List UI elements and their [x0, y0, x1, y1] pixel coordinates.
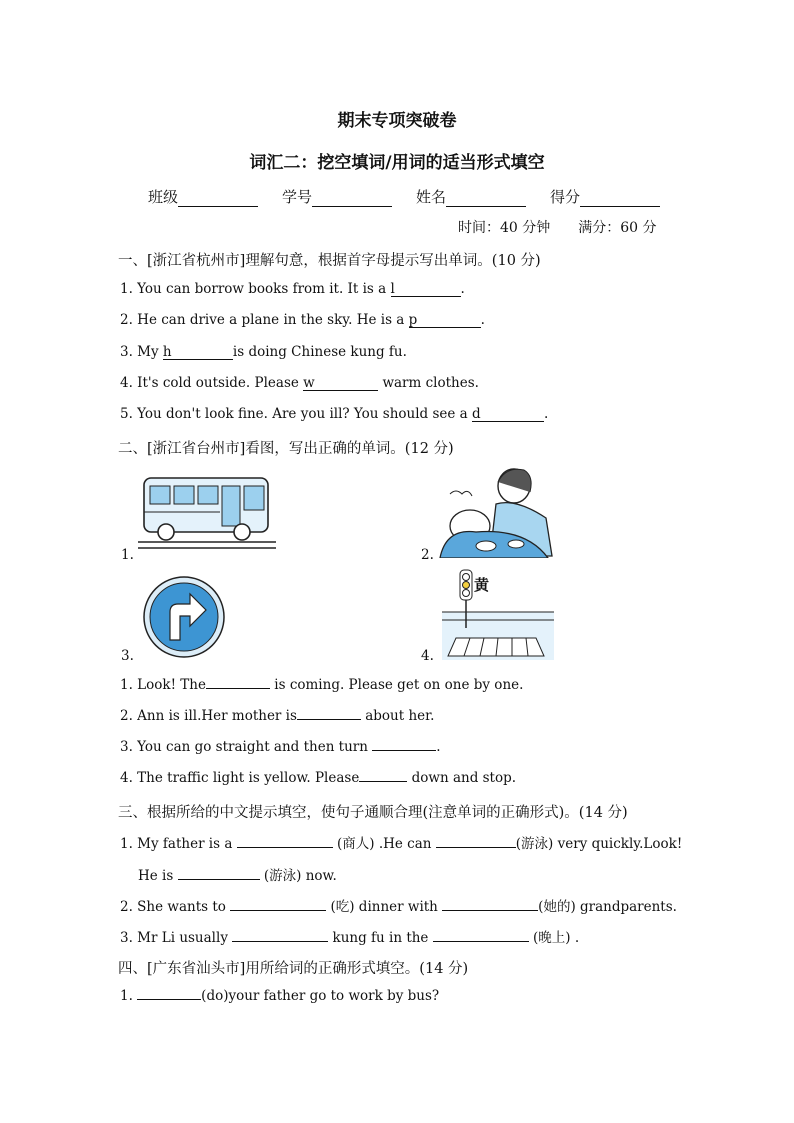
- section1-item-3: 3. My h is doing Chinese kung fu.: [120, 344, 407, 360]
- bus-image: [138, 470, 278, 558]
- section1-item-5: 5. You don't look fine. Are you ill? You should see a d .: [120, 406, 549, 422]
- student-info-row: [148, 186, 660, 207]
- section4-item-1: 1. (do)your father go to work by bus?: [120, 988, 440, 1004]
- answer-blank[interactable]: [297, 719, 361, 720]
- section2-item-3: 3. You can go straight and then turn .: [120, 739, 441, 755]
- image-label-3: 3.: [121, 648, 134, 664]
- answer-blank[interactable]: [178, 879, 260, 880]
- section3-item-3: 3. Mr Li usually kung fu in the (晚上) .: [120, 930, 580, 946]
- page-title: 期末专项突破卷: [337, 111, 457, 131]
- image-label-1: 1.: [121, 547, 134, 563]
- time-limit: 时间：40 分钟: [458, 220, 551, 236]
- section3-item-1-cont: He is (游泳) now.: [138, 868, 337, 884]
- name-blank[interactable]: [446, 191, 526, 207]
- section2-heading: 二、[浙江省台州市]看图，写出正确的单词。(12 分): [118, 441, 454, 457]
- answer-blank[interactable]: [433, 941, 529, 942]
- section1-item-4: 4. It's cold outside. Please w warm clothes.: [120, 375, 479, 391]
- student-number-label: 学号: [282, 188, 313, 206]
- score-field[interactable]: [550, 186, 660, 207]
- full-score: 满分：60 分: [578, 220, 657, 236]
- answer-blank[interactable]: [237, 847, 333, 848]
- answer-blank[interactable]: [230, 910, 326, 911]
- student-number-field[interactable]: [282, 186, 392, 207]
- traffic-light-image: [442, 568, 554, 660]
- answer-blank[interactable]: p: [409, 313, 481, 328]
- time-score-row: [458, 217, 657, 237]
- answer-blank[interactable]: [137, 999, 201, 1000]
- section1-item-2: 2. He can drive a plane in the sky. He is a p .: [120, 312, 485, 328]
- answer-blank[interactable]: l: [391, 282, 461, 297]
- section2-item-2: 2. Ann is ill.Her mother is about her.: [120, 708, 435, 724]
- section3-item-1: 1. My father is a (商人) .He can (游泳) very quickly.Look!: [120, 836, 683, 852]
- answer-blank[interactable]: w: [303, 376, 378, 391]
- section2-item-4: 4. The traffic light is yellow. Please down and stop.: [120, 770, 517, 786]
- section2-item-1: 1. Look! The is coming. Please get on one by one.: [120, 677, 524, 693]
- answer-blank[interactable]: [359, 781, 407, 782]
- image-label-2: 2.: [421, 547, 434, 563]
- section1-heading: 一、[浙江省杭州市]理解句意，根据首字母提示写出单词。(10 分): [118, 253, 541, 269]
- section1-item-1: 1. You can borrow books from it. It is a l .: [120, 281, 465, 297]
- yellow-light-char: 黄: [474, 576, 490, 594]
- answer-blank[interactable]: [372, 750, 436, 751]
- answer-blank[interactable]: h: [163, 345, 233, 360]
- answer-blank[interactable]: [436, 847, 516, 848]
- name-label: 姓名: [416, 188, 447, 206]
- name-field[interactable]: [416, 186, 526, 207]
- answer-blank[interactable]: [442, 910, 538, 911]
- class-field[interactable]: [148, 186, 258, 207]
- answer-blank[interactable]: d: [472, 407, 544, 422]
- turn-right-sign-image: [140, 574, 228, 660]
- answer-blank[interactable]: [232, 941, 328, 942]
- answer-blank[interactable]: [206, 688, 270, 689]
- section3-item-2: 2. She wants to (吃) dinner with (她的) grandparents.: [120, 899, 677, 915]
- score-label: 得分: [550, 188, 581, 206]
- section4-heading: 四、[广东省汕头市]用所给词的正确形式填空。(14 分): [118, 961, 469, 977]
- section3-heading: 三、根据所给的中文提示填空，使句子通顺合理(注意单词的正确形式)。(14 分): [118, 805, 628, 821]
- image-label-4: 4.: [421, 648, 434, 664]
- class-blank[interactable]: [178, 191, 258, 207]
- score-blank[interactable]: [580, 191, 660, 207]
- page-subtitle: 词汇二：挖空填词/用词的适当形式填空: [249, 153, 545, 173]
- sick-child-image: [436, 462, 560, 558]
- class-label: 班级: [148, 188, 179, 206]
- student-number-blank[interactable]: [312, 191, 392, 207]
